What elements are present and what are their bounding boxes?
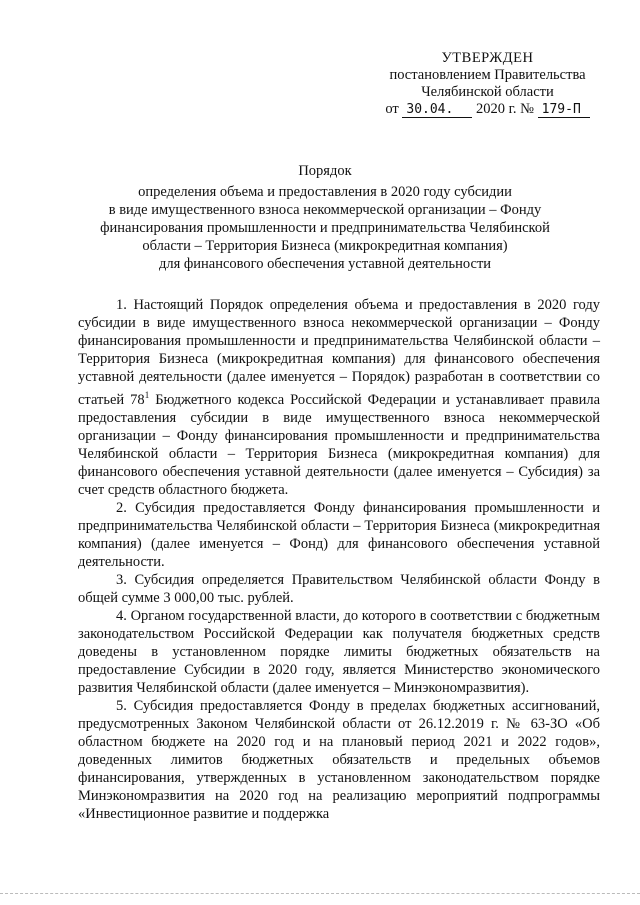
approval-heading: УТВЕРЖДЕН [441,50,534,66]
title-line: финансирования промышленности и предпринимательства Челябинской [100,220,550,236]
year-text: 2020 г. № [476,101,535,117]
paragraph-3: 3. Субсидия определяется Правительством Челябинской области Фонду в общей сумме 3 000,00 тыс. рублей. [78,571,600,606]
approval-line-2: Челябинской области [421,84,554,100]
handwritten-date: 30.04. [402,103,472,118]
approval-stamp [380,50,595,118]
title-line: определения объема и предоставления в 2020 году субсидии [138,184,512,200]
title-line: области – Территория Бизнеса (микрокредитная компания) [142,238,508,254]
document-body [78,296,600,823]
date-prefix: от [385,101,399,117]
paragraph-4: 4. Органом государственной власти, до которого в соответствии с бюджетным законодательством Российской Федерации как получателя бюджетных средств доведены в установленном порядке лимиты бюджетных обязательств на предоставление Субсидии в 2020 году, является Министерство экономического развития Челябинской области (далее именуется – Минэкономразвития). [78,607,600,696]
superscript-1: 1 [144,390,150,400]
title-word: Порядок [298,163,352,179]
approval-date-line [380,101,595,118]
paragraph-1-part-b: Бюджетного кодекса Российской Федерации и устанавливает правила предоставления субсидии в виде имущественного взноса некоммерческой организации – Фонду финансирования промышленности и предпринимательства Челябинской области – Территория Бизнеса (микрокредитная компания) для финансового обеспечения уставной деятельности (далее именуется – Субсидия) за счет средств областного бюджета. [78,391,601,498]
paragraph-5: 5. Субсидия предоставляется Фонду в пределах бюджетных ассигнований, предусмотренных Законом Челябинской области от 26.12.2019 г. № 63-ЗО «Об областном бюджете на 2020 год и на плановый период 2021 и 2022 годов», доведенных лимитов бюджетных обязательств и предельных объемов финансирования, утвержденных в установленном законодательством порядке Минэкономразвития на 2020 год на реализацию мероприятий подпрограммы «Инвестиционное развитие и поддержка [78,697,600,822]
paragraph-1 [78,296,600,499]
page-bottom-edge [0,893,640,895]
handwritten-number: 179-П [538,103,590,118]
document-title [60,162,590,273]
paragraph-1-part-a: 1. Настоящий Порядок определения объема и предоставления в 2020 году субсидии в виде имущественного взноса некоммерческой организации – Фонду финансирования промышленности и предпринимательства Челябинской области – Территория Бизнеса (микрокредитная компания) для финансового обеспечения уставной деятельности (далее именуется – Порядок) разработан в соответствии со статьей 78 [78,297,600,408]
title-line: для финансового обеспечения уставной деятельности [158,256,492,272]
approval-line-1: постановлением Правительства [389,67,586,83]
paragraph-2: 2. Субсидия предоставляется Фонду финансирования промышленности и предпринимательства Челябинской области – Территория Бизнеса (микрокредитная компания) (далее именуется – Фонд) для финансового обеспечения уставной деятельности. [78,499,600,570]
title-line: в виде имущественного взноса некоммерческой организации – Фонду [108,202,542,218]
